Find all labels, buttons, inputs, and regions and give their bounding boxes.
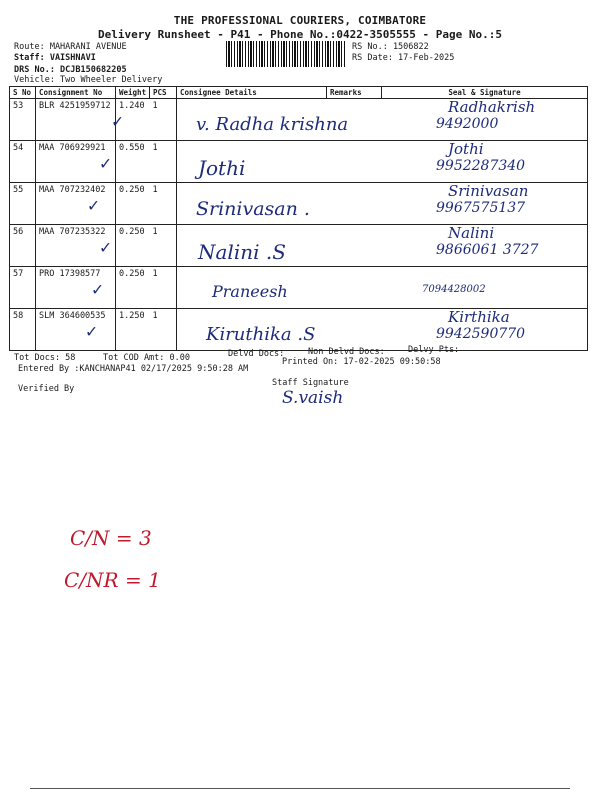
runsheet-subtitle: Delivery Runsheet - P41 - Phone No.:0422-3505555 - Page No.:5 — [98, 28, 502, 41]
row-consignment-no: MAA 707232402 — [36, 183, 116, 225]
drs-number: DRS No.: DCJB150682205 — [14, 65, 127, 75]
row-weight: 0.250 — [116, 267, 150, 309]
vehicle-text: Vehicle: Two Wheeler Delivery — [14, 75, 163, 85]
non-delivered-docs: Non Delvd Docs: — [308, 347, 385, 357]
consignee-handwritten-name: v. Radha krishna — [196, 114, 349, 135]
consignee-handwritten-name: Nalini .S — [198, 240, 286, 264]
check-mark-icon: ✓ — [100, 153, 111, 174]
receiver-signature: Kirthika — [448, 308, 510, 326]
route-text: Route: MAHARANI AVENUE — [14, 42, 127, 52]
row-pcs: 1 — [150, 141, 177, 183]
delivered-docs: Delvd Docs: — [228, 349, 285, 359]
row-sno: 54 — [10, 141, 36, 183]
row-consignment-no: SLM 364600535 — [36, 309, 116, 351]
row-weight: 1.250 — [116, 309, 150, 351]
row-weight: 0.250 — [116, 183, 150, 225]
receiver-phone: 7094428002 — [422, 284, 486, 295]
check-mark-icon: ✓ — [88, 195, 99, 216]
col-remarks: Remarks — [327, 87, 382, 99]
receiver-signature: Nalini — [448, 224, 495, 242]
consignee-handwritten-name: Praneesh — [212, 282, 288, 301]
row-weight: 1.240 — [116, 99, 150, 141]
row-consignment-no: BLR 4251959712 — [36, 99, 116, 141]
rs-date: RS Date: 17-Feb-2025 — [352, 53, 455, 63]
row-sno: 57 — [10, 267, 36, 309]
verified-by: Verified By — [18, 384, 75, 394]
col-pcs: PCS — [150, 87, 177, 99]
row-remarks — [327, 141, 382, 183]
receiver-phone: 9967575137 — [436, 200, 526, 216]
total-docs: Tot Docs: 58 — [14, 353, 76, 363]
receiver-signature: Radhakrish — [448, 98, 536, 116]
receiver-signature: Jothi — [448, 140, 484, 158]
receiver-phone: 9952287340 — [436, 158, 526, 174]
total-cod: Tot COD Amt: 0.00 — [103, 353, 190, 363]
staff-text: Staff: VAISHNAVI — [14, 53, 96, 63]
staff-signature-label: Staff Signature — [272, 378, 349, 388]
row-sno: 55 — [10, 183, 36, 225]
row-sno: 58 — [10, 309, 36, 351]
row-sno: 53 — [10, 99, 36, 141]
row-pcs: 1 — [150, 309, 177, 351]
row-remarks — [327, 309, 382, 351]
col-sno: S No — [10, 87, 36, 99]
consignee-handwritten-name: Jothi — [198, 156, 246, 180]
delivery-points: Delvy Pts: — [408, 345, 460, 355]
row-consignment-no: MAA 706929921 — [36, 141, 116, 183]
row-pcs: 1 — [150, 267, 177, 309]
receiver-phone: 9942590770 — [436, 326, 526, 342]
check-mark-icon: ✓ — [100, 237, 111, 258]
receiver-signature: Srinivasan — [448, 182, 529, 200]
page-bottom-rule — [30, 788, 570, 789]
consignee-handwritten-name: Kiruthika .S — [206, 324, 316, 345]
staff-signature: S.vaish — [282, 388, 344, 408]
printed-on: Printed On: 17-02-2025 09:50:58 — [282, 357, 441, 367]
row-remarks — [327, 267, 382, 309]
row-remarks — [327, 225, 382, 267]
row-pcs: 1 — [150, 183, 177, 225]
company-title: THE PROFESSIONAL COURIERS, COIMBATORE — [173, 14, 427, 27]
row-weight: 0.550 — [116, 141, 150, 183]
check-mark-icon: ✓ — [86, 321, 97, 342]
cnr-note: C/NR = 1 — [64, 568, 161, 592]
entered-by: Entered By :KANCHANAP41 02/17/2025 9:50:28 AM — [18, 364, 249, 374]
col-consignment: Consignment No — [36, 87, 116, 99]
row-remarks — [327, 183, 382, 225]
receiver-phone: 9866061 3727 — [436, 242, 539, 258]
row-consignment-no: MAA 707235322 — [36, 225, 116, 267]
row-weight: 0.250 — [116, 225, 150, 267]
cn-note: C/N = 3 — [70, 526, 152, 550]
row-pcs: 1 — [150, 225, 177, 267]
check-mark-icon: ✓ — [92, 279, 103, 300]
consignee-handwritten-name: Srinivasan . — [196, 198, 310, 220]
check-mark-icon: ✓ — [112, 111, 123, 132]
barcode-image — [226, 41, 346, 67]
receiver-phone: 9492000 — [436, 116, 499, 132]
row-pcs: 1 — [150, 99, 177, 141]
row-sno: 56 — [10, 225, 36, 267]
col-weight: Weight — [116, 87, 150, 99]
col-seal: Seal & Signature — [382, 87, 588, 99]
table-header-row — [10, 87, 588, 99]
col-consignee: Consignee Details — [177, 87, 327, 99]
rs-number: RS No.: 1506822 — [352, 42, 429, 52]
row-consignment-no: PRO 17398577 — [36, 267, 116, 309]
